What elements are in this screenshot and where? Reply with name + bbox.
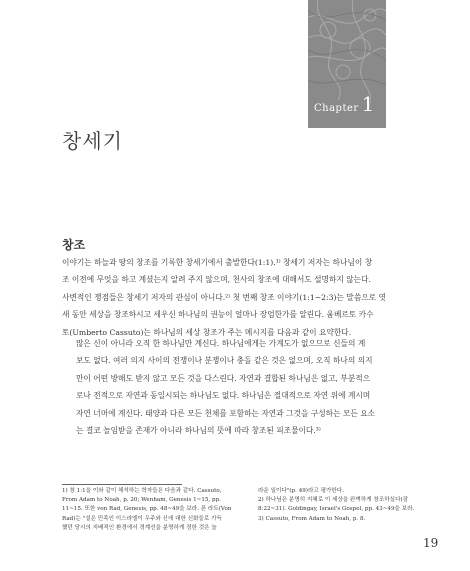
text-line: 자연 너머에 계신다. 태양과 다른 모든 천체를 포함하는 자연과 그것을 구성하는 모든 요소 [76,408,376,418]
chapter-word: Chapter [314,103,359,114]
chapter-label [314,92,374,116]
footnote-divider [62,484,182,485]
chapter-number: 1 [361,92,375,116]
footnote-line: 2) 하나님은 분명히 지혜로 이 세상을 완벽하게 창조하실다(잠 [258,497,409,504]
block-quote [76,335,410,439]
footnote-line: Rad)는 "설은 민족인 이스라엘이 우주와 신에 대한 신화들로 가득 [62,515,222,522]
text-line: 보도 없다. 여러 의지 사이의 전쟁이나 분쟁이나 충돌 같은 것은 없으며, 오직 하나의 의지 [76,356,373,366]
footnotes-left [62,487,247,533]
text-line: 이야기는 하늘과 땅의 창조를 기록한 창세기에서 출발한다(1:1).¹⁾ 창세기 저자는 하나님이 창 [62,258,373,267]
section-heading: 창조 [62,238,86,252]
footnote-line: 3) Cassuto, From Adam to Noah, p. 8. [258,515,366,522]
chapter-title: 창세기 [62,129,123,153]
body-paragraph-1 [62,254,408,341]
footnote-line: From Adam to Noah, p. 20; Wenham, Genesis 1~15, pp. [62,497,221,504]
footnote-line: 라운 일이다"(p. 49)라고 평가한다. [258,488,344,494]
text-line: 조 이전에 무엇을 하고 계셨는지 알려 주지 않으며, 천사의 창조에 대해서도 설명하지 않는다. [62,275,371,285]
text-line: 토(Umberto Cassuto)는 하나님의 세상 창조가 주는 메시지를 다음과 같이 요약한다. [62,327,352,337]
text-line: 사변적인 쟁점들은 창세기 저자의 관심이 아니다.²⁾ 첫 번째 창조 이야기(1:1~2:3)는 말씀으로 엿 [62,292,386,302]
footnote-line: 1) 창 1:1을 이와 같이 해석하는 학자들은 다음과 같다. Cassuto, [62,488,222,494]
text-line: 만이 어떤 방해도 받지 않고 모든 것을 다스린다. 자연과 결합된 하나님은 없고, 부분적으 [76,373,371,383]
text-line: 많은 신이 아니라 오직 한 하나님만 계신다. 하나님에게는 가계도가 없으므로 신들의 계 [76,339,366,348]
page-number: 19 [423,536,439,550]
text-line: 새 동안 세상을 창조하시고 세우신 하나님의 권능이 얼마나 장엄한가를 알린다. 움베르토 카수 [62,310,374,320]
footnote-line: 했던 당시의 지배적인 환경에서 경계선을 분명하게 정한 것은 놀 [62,524,217,531]
footnotes-right [258,487,430,524]
footnote-line: 8:22~31). Goldingay, Israel's Gospel, pp. 43~49을 보라. [258,506,415,513]
chapter-banner [308,0,386,128]
text-line: 는 결코 놀임받을 존재가 아니라 하나님의 뜻에 따라 창조된 피조물이다.³⁾ [76,426,321,436]
text-line: 로나 전적으로 자연과 동일시되는 하나님도 없다. 하나님은 절대적으로 자연 위에 계시며 [76,391,371,401]
footnote-line: 11~15. 또한 von Rad, Genesis, pp. 48~49을 보라. 폰 라트(Von [62,506,232,513]
